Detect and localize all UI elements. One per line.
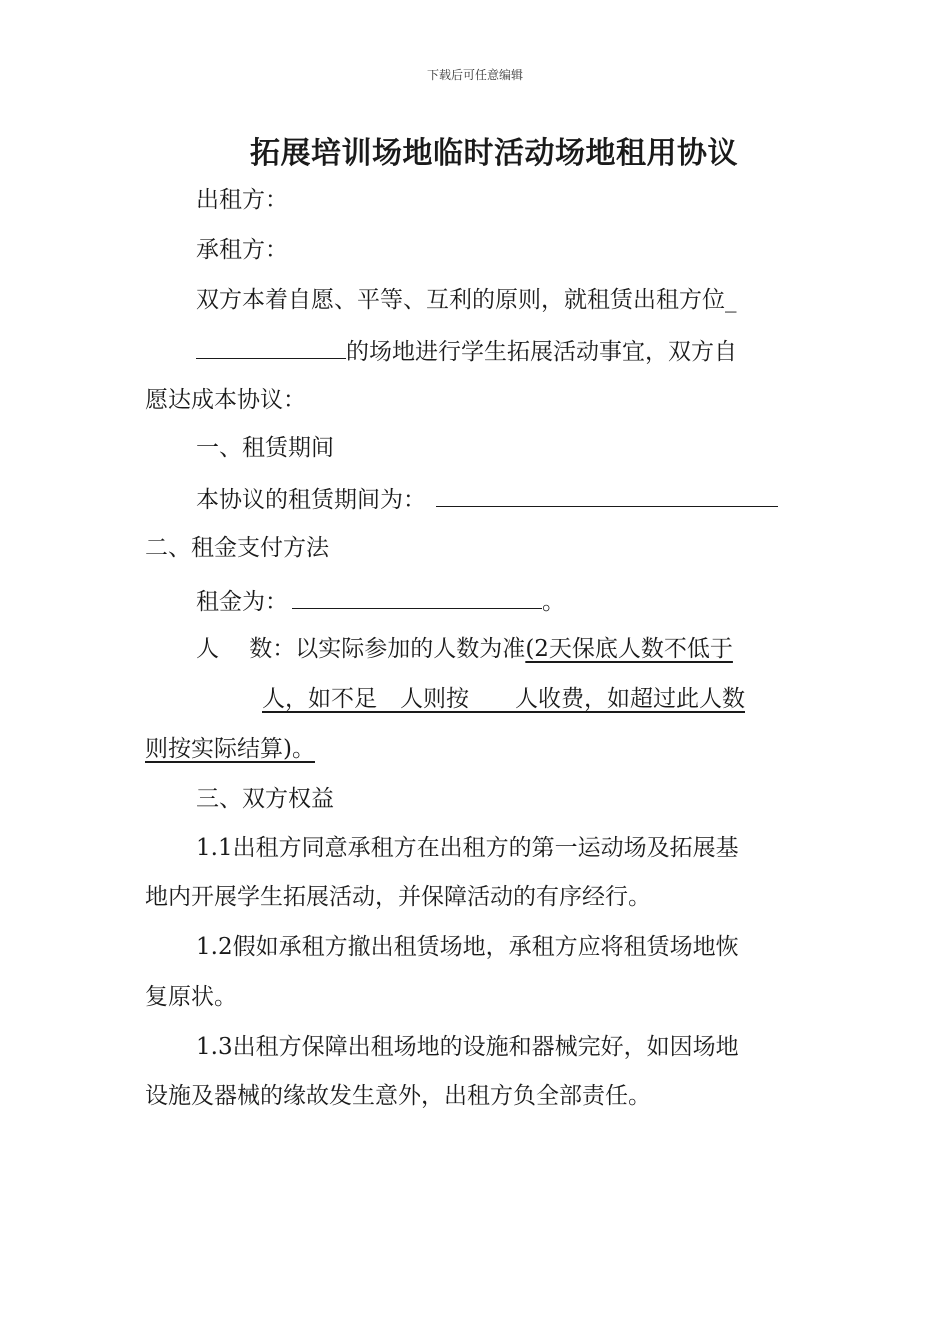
page-header-note: 下载后可任意编辑 [426, 68, 523, 82]
intro-line-2-text: 的场地进行学生拓展活动事宜，双方自 [346, 339, 737, 365]
people-label: 人 数：以实际参加的人数为准 [196, 636, 526, 662]
item-1-1-line-2: 地内开展学生拓展活动，并保障活动的有序经行。 [145, 884, 651, 910]
section-2-heading: 二、租金支付方法 [145, 535, 329, 561]
people-guarantee-1: (2天保底人数不低于 [525, 636, 733, 662]
item-1-2-line-2: 复原状。 [145, 984, 237, 1010]
intro-line-3: 愿达成本协议： [145, 387, 306, 413]
section-3-heading: 三、双方权益 [196, 786, 334, 812]
rent-end: 。 [542, 589, 565, 615]
item-1-3-line-2: 设施及器械的缘故发生意外，出租方负全部责任。 [145, 1083, 651, 1109]
document-title: 拓展培训场地临时活动场地租用协议 [250, 136, 738, 171]
people-line-1 [196, 633, 733, 665]
people-guarantee-3: 则按实际结算)。 [145, 736, 315, 762]
intro-line-2 [196, 334, 737, 368]
section-1-heading: 一、租赁期间 [196, 435, 334, 461]
rent-line [196, 584, 565, 618]
intro-line-1: 双方本着自愿、平等、互利的原则，就租赁出租方位_ [196, 287, 737, 313]
rent-blank [292, 584, 542, 609]
lessee-label: 承租方： [196, 237, 288, 263]
location-blank [196, 334, 346, 359]
period-line [196, 482, 778, 516]
rent-label: 租金为： [196, 589, 288, 615]
period-label: 本协议的租赁期间为： [196, 487, 426, 513]
people-guarantee-2: 人，如不足 人则按 人收费，如超过此人数 [262, 686, 745, 712]
lessor-label: 出租方： [196, 187, 288, 213]
item-1-2-line-1: 1.2假如承租方撤出租赁场地，承租方应将租赁场地恢 [196, 934, 739, 960]
people-line-2 [196, 683, 745, 715]
people-line-3 [145, 733, 315, 765]
item-1-3-line-1: 1.3出租方保障出租场地的设施和器械完好，如因场地 [196, 1034, 739, 1060]
period-blank [436, 482, 778, 507]
item-1-1-line-1: 1.1出租方同意承租方在出租方的第一运动场及拓展基 [196, 835, 739, 861]
